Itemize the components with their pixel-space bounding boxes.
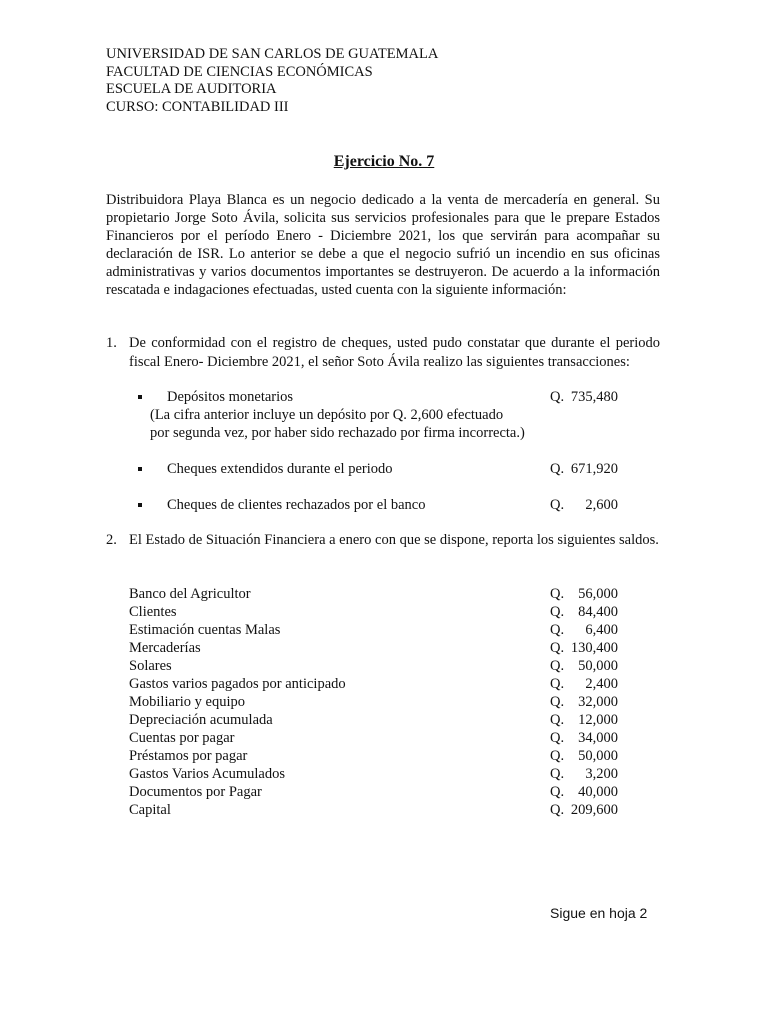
account-name: Depreciación acumulada [129, 712, 273, 728]
item-2-number: 2. [106, 532, 117, 548]
currency-symbol: Q. [550, 730, 565, 746]
balance-row [129, 765, 629, 783]
account-name: Mercaderías [129, 640, 201, 656]
header-line-school: ESCUELA DE AUDITORIA [106, 81, 277, 97]
bullet-marker-icon [138, 503, 142, 507]
account-name: Gastos Varios Acumulados [129, 766, 286, 782]
currency-symbol: Q. [550, 658, 565, 674]
amount-value: 50,000 [578, 748, 618, 764]
amount-value: 6,400 [585, 622, 618, 638]
amount-value: 12,000 [578, 712, 618, 728]
account-name: Gastos varios pagados por anticipado [129, 676, 346, 692]
amount-value: 40,000 [578, 784, 618, 800]
amount-value: 3,200 [585, 766, 618, 782]
account-name: Solares [129, 658, 172, 674]
amount-value: 32,000 [578, 694, 618, 710]
bullet-marker-icon [138, 467, 142, 471]
balance-row [129, 729, 629, 747]
item-2 [106, 531, 660, 550]
balance-row [129, 675, 629, 693]
item-1-text: De conformidad con el registro de cheques, usted pudo constatar que durante el periodo fiscal Enero- Diciembre 2021, el señor Soto Ávila realizo las siguientes transacciones: [129, 335, 660, 370]
account-name: Documentos por Pagar [129, 784, 262, 800]
document-header [106, 46, 438, 116]
currency-symbol: Q. [550, 461, 565, 477]
balance-row [129, 693, 629, 711]
balance-row [129, 585, 629, 603]
account-name: Clientes [129, 604, 177, 620]
amount-value: 84,400 [578, 604, 618, 620]
balance-row [129, 783, 629, 801]
balance-row [129, 711, 629, 729]
amount-value: 56,000 [578, 586, 618, 602]
amount-value: 50,000 [578, 658, 618, 674]
amount-value: 2,400 [585, 676, 618, 692]
amount-value: 130,400 [570, 640, 618, 656]
header-line-faculty: FACULTAD DE CIENCIAS ECONÓMICAS [106, 63, 373, 80]
currency-symbol: Q. [550, 712, 565, 728]
currency-symbol: Q. [550, 748, 565, 764]
currency-symbol: Q. [550, 784, 565, 800]
currency-symbol: Q. [550, 766, 565, 782]
balance-row [129, 747, 629, 765]
bullet-note-text: (La cifra anterior incluye un depósito por Q. 2,600 efectuado [150, 407, 504, 423]
currency-symbol: Q. [550, 676, 565, 692]
bullet-label: Cheques de clientes rechazados por el banco [167, 497, 426, 513]
bullet-marker-icon [138, 395, 142, 399]
account-name: Mobiliario y equipo [129, 694, 245, 710]
amount-value: 209,600 [570, 802, 618, 818]
amount-value: 34,000 [578, 730, 618, 746]
currency-symbol: Q. [550, 604, 565, 620]
currency-symbol: Q. [550, 802, 565, 818]
item-1-number: 1. [106, 335, 117, 351]
account-name: Capital [129, 802, 171, 818]
amount-value: 2,600 [585, 497, 618, 513]
currency-symbol: Q. [550, 586, 565, 602]
bullet-label: Cheques extendidos durante el periodo [167, 461, 393, 477]
item-1 [106, 334, 660, 371]
account-name: Préstamos por pagar [129, 748, 248, 764]
currency-symbol: Q. [550, 694, 565, 710]
bullet-note-text: por segunda vez, por haber sido rechazado por firma incorrecta.) [150, 425, 525, 441]
continuation-note: Sigue en hoja 2 [550, 905, 648, 921]
header-line-university: UNIVERSIDAD DE SAN CARLOS DE GUATEMALA [106, 46, 439, 62]
balance-row [129, 603, 629, 621]
bullet-label: Depósitos monetarios [167, 389, 294, 405]
balance-row [129, 801, 629, 819]
currency-symbol: Q. [550, 497, 565, 513]
currency-symbol: Q. [550, 622, 565, 638]
account-name: Banco del Agricultor [129, 586, 251, 602]
balances-list [129, 585, 629, 819]
account-name: Estimación cuentas Malas [129, 622, 281, 638]
exercise-title: Ejercicio No. 7 [333, 153, 435, 170]
header-line-course: CURSO: CONTABILIDAD III [106, 98, 289, 115]
currency-symbol: Q. [550, 389, 565, 405]
amount-value: 671,920 [570, 461, 618, 477]
item-2-text: El Estado de Situación Financiera a enero con que se dispone, reporta los siguientes saldos. [129, 532, 659, 548]
amount-value: 735,480 [570, 389, 618, 405]
currency-symbol: Q. [550, 640, 565, 656]
account-name: Cuentas por pagar [129, 730, 235, 746]
balance-row [129, 621, 629, 639]
intro-paragraph: Distribuidora Playa Blanca es un negocio dedicado a la venta de mercadería en general. Su propietario Jorge Soto Ávila, solicita sus servicios profesionales para que le prepare Estados Financieros por el período Enero - Diciembre 2021, los que servirán para acompañar su declaración de ISR. Lo anterior se debe a que el negocio sufrió un incendio en sus oficinas administrativas y varios documentos importantes se destruyeron. De acuerdo a la información rescatada e indagaciones efectuadas, usted cuenta con la siguiente información: [106, 192, 660, 298]
balance-row [129, 639, 629, 657]
balance-row [129, 657, 629, 675]
